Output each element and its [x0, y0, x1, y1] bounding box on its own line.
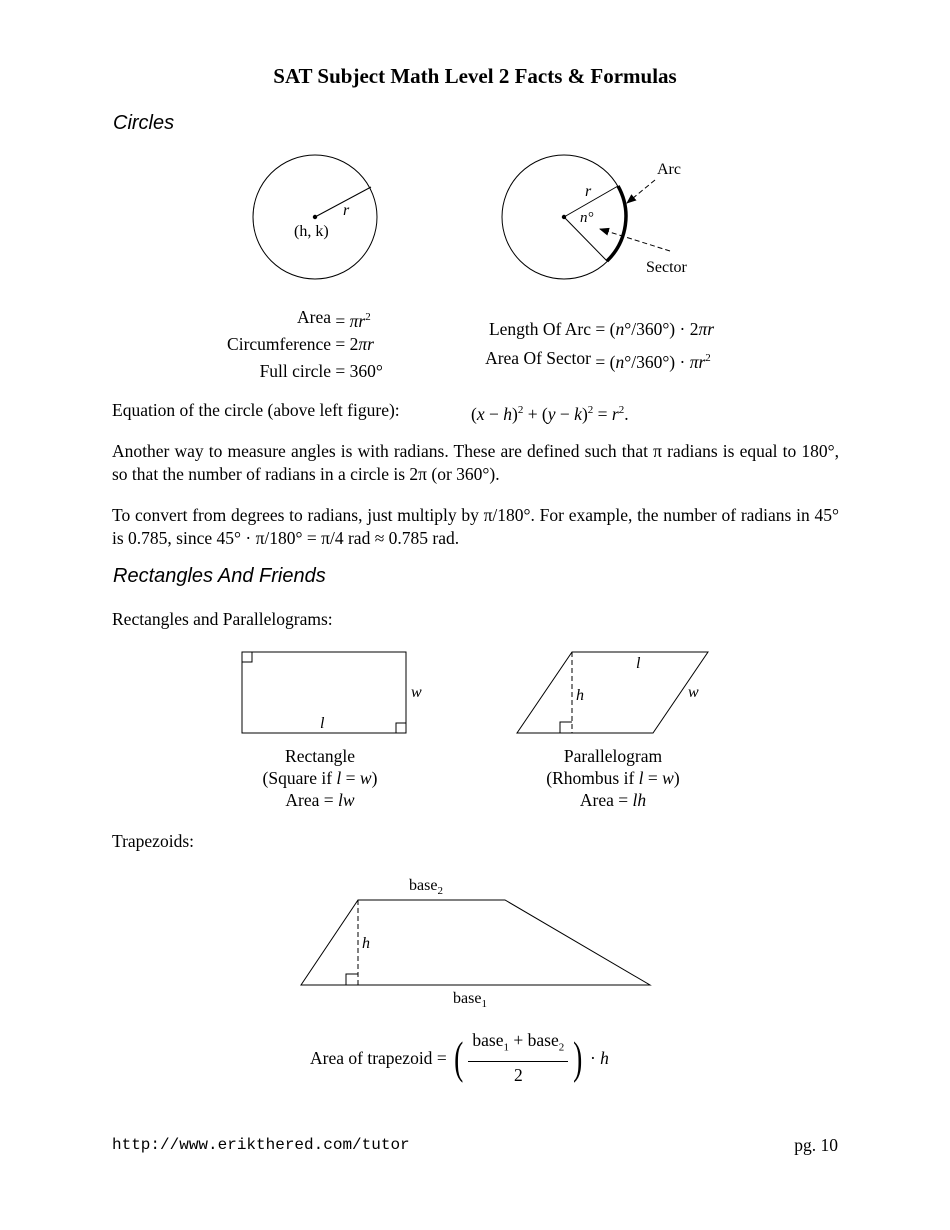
bottom-base-label: base$_1$ — [453, 990, 487, 1010]
circumference-formula: Circumference = 2πr — [227, 334, 374, 354]
trap-intro: Trapezoids: — [112, 831, 194, 851]
rect-l-label: l — [320, 715, 325, 732]
circle-figure — [240, 150, 390, 290]
rectangle-figure — [235, 645, 435, 745]
trapezoid-outline — [301, 900, 650, 985]
page-title: SAT Subject Math Level 2 Facts & Formulas — [273, 64, 677, 88]
para-l-label: l — [636, 655, 641, 672]
sector-pointer — [600, 229, 670, 251]
arc-bold — [607, 186, 626, 261]
page-number: pg. 10 — [794, 1135, 838, 1155]
rect-w-label: w — [411, 684, 422, 701]
full-circle-formula: Full circle = 360° — [259, 361, 383, 381]
para-w-label: w — [688, 684, 699, 701]
trapezoid-area-formula: Area of trapezoid = ( $\frac{base_1 + base_2}{2}$ ) · h — [310, 1029, 609, 1086]
arc-label: Arc — [657, 161, 681, 178]
rectangle-caption: Rectangle (Square if l = w) Area = lw — [262, 746, 378, 810]
arc-length-formula: Length Of Arc = (n°/360°) · 2πr — [488, 319, 715, 339]
convert-paragraph: To convert from degrees to radians, just multiply by π/180°. For example, the number of radians in 45° is 0.785, since 45° · π/180° = π/4 rad ≈ 0.785 rad. — [112, 505, 839, 548]
section-heading-circles: Circles — [113, 112, 175, 134]
right-angle-mark — [560, 722, 572, 733]
radius-label: r — [343, 202, 350, 219]
footer-url[interactable]: http://www.erikthered.com/tutor — [112, 1136, 410, 1154]
para-h-label: h — [576, 687, 584, 704]
right-angle-mark-bottom-right — [396, 723, 406, 733]
center-label: (h, k) — [294, 223, 329, 240]
trapezoid-figure — [295, 870, 660, 1015]
section-heading-rectangles: Rectangles And Friends — [113, 565, 326, 587]
arc-sector-figure — [490, 150, 720, 290]
rect-intro: Rectangles and Parallelograms: — [112, 609, 333, 629]
arc-pointer — [627, 180, 655, 203]
angle-label: n° — [580, 210, 594, 226]
parallelogram-caption: Parallelogram (Rhombus if l = w) Area = lh — [546, 746, 680, 810]
arc-radius-label: r — [585, 183, 592, 200]
trap-h-label: h — [362, 935, 370, 952]
parallelogram-figure — [510, 645, 720, 745]
equation-label: Equation of the circle (above left figure): — [112, 400, 400, 420]
right-angle-mark — [346, 974, 358, 985]
sector-label: Sector — [646, 259, 687, 276]
radians-paragraph: Another way to measure angles is with radians. These are defined such that π radians is equal to 180°, so that the number of radians in a circle is 2π (or 360°). — [112, 441, 839, 484]
circle-formulas-right — [455, 318, 775, 376]
area-formula: Area = $\pi r^2$ — [296, 307, 371, 331]
right-angle-mark-top-left — [242, 652, 252, 662]
parallelogram-outline — [517, 652, 708, 733]
circle-equation: $(x - h)^2 + (y - k)^2 = r^2$. — [471, 403, 629, 424]
top-base-label: base$_2$ — [409, 877, 443, 897]
sector-area-formula: Area Of Sector = $(n^\circ/360^\circ) \cdot \pi r^2$ — [485, 348, 711, 372]
